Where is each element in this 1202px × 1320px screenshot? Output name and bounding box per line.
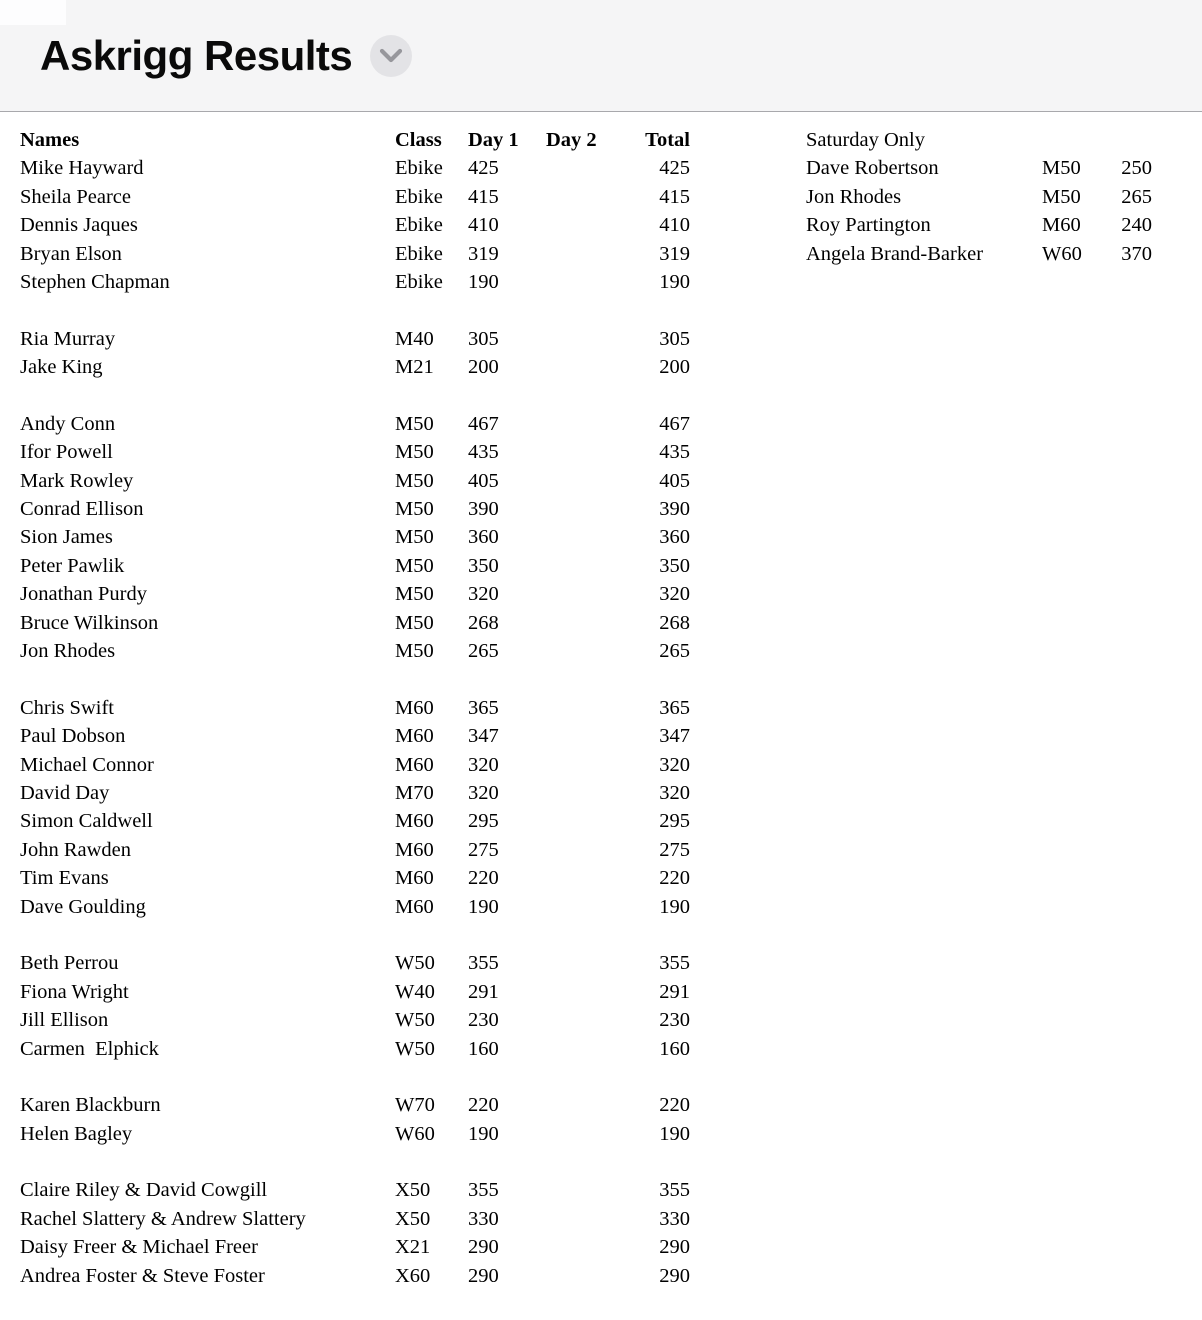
table-row [20,722,690,750]
saturday-only-panel [806,126,1152,268]
spacer-row [20,921,690,949]
cell: 220 [468,867,499,890]
cell: Ebike [395,185,443,208]
cell: 360 [659,526,690,549]
cell: 320 [659,781,690,804]
cell [546,836,625,864]
cell: 390 [659,498,690,521]
cell: 291 [468,980,499,1003]
cell: Jon Rhodes [806,185,902,208]
cell: M50 [1042,185,1081,208]
cell: Jill Ellison [20,1009,109,1032]
table-row [20,240,690,268]
cell [546,609,625,637]
cell: 425 [468,157,499,180]
cell [546,467,625,495]
cell: Bryan Elson [20,242,122,265]
cell: 250 [1121,157,1152,180]
results-table-body [20,154,690,1290]
cell [546,580,625,608]
cell: W50 [395,952,435,975]
cell: 200 [468,356,499,379]
cell: M60 [395,696,434,719]
cell: Bruce Wilkinson [20,611,159,634]
table-row [20,183,690,211]
cell: 410 [659,214,690,237]
cell: 355 [468,952,499,975]
cell: 160 [659,1037,690,1060]
title-row [0,0,1202,111]
cell: Simon Caldwell [20,810,153,833]
cell [546,694,625,722]
cell [546,495,625,523]
cell: Claire Riley & David Cowgill [20,1179,268,1202]
cell: Andy Conn [20,412,116,435]
table-row [806,211,1152,239]
cell: M50 [395,611,434,634]
cell: W60 [395,1122,435,1145]
saturday-only-title: Saturday Only [806,129,925,151]
cell: Chris Swift [20,696,114,719]
cell: 305 [468,327,499,350]
cell [546,268,625,296]
cell: 291 [659,980,690,1003]
spreadsheet-area [0,113,1202,1320]
cell: Dennis Jaques [20,214,138,237]
table-row [20,1006,690,1034]
cell: 220 [468,1094,499,1117]
cell: Rachel Slattery & Andrew Slattery [20,1207,306,1230]
table-row [20,154,690,182]
cell: 190 [659,1122,690,1145]
column-header-day1: Day 1 [468,129,519,151]
cell: Angela Brand-Barker [806,242,984,265]
cell: X21 [395,1236,431,1259]
spacer-row [20,1063,690,1091]
cell: Ebike [395,157,443,180]
cell: Stephen Chapman [20,270,170,293]
cell: M50 [1042,157,1081,180]
cell: 330 [659,1207,690,1230]
cell: 160 [468,1037,499,1060]
cell: M60 [395,725,434,748]
cell: David Day [20,781,110,804]
cell: Mark Rowley [20,469,134,492]
cell: M50 [395,583,434,606]
cell [546,552,625,580]
table-row [806,183,1152,211]
saturday-only-body [806,154,1152,268]
cell [546,807,625,835]
table-row [20,893,690,921]
cell: M60 [395,895,434,918]
column-header-names: Names [20,129,80,151]
results-table [20,126,690,1290]
cell: M50 [395,469,434,492]
table-row [20,609,690,637]
cell: M50 [395,498,434,521]
table-row [20,751,690,779]
cell: 350 [468,554,499,577]
cell: Tim Evans [20,867,109,890]
table-row [20,1091,690,1119]
cell: 190 [659,895,690,918]
cell: 220 [659,1094,690,1117]
cell: 365 [659,696,690,719]
cell: 320 [468,753,499,776]
table-row [20,1233,690,1261]
cell: 220 [659,867,690,890]
cell: M70 [395,781,434,804]
cell: 190 [468,1122,499,1145]
cell [546,637,625,665]
cell: M60 [395,838,434,861]
cell [546,410,625,438]
cell [546,240,625,268]
cell: M40 [395,327,434,350]
cell: M60 [395,867,434,890]
cell: Dave Goulding [20,895,146,918]
cell: 240 [1121,214,1152,237]
cell: M50 [395,554,434,577]
results-table-header [20,126,690,154]
cell: 330 [468,1207,499,1230]
cell: 320 [468,583,499,606]
cell: Sion James [20,526,113,549]
spacer-row [20,1148,690,1176]
cell: Jonathan Purdy [20,583,147,606]
cell [546,751,625,779]
table-row [20,580,690,608]
cell: 415 [659,185,690,208]
table-row [20,864,690,892]
cell: M50 [395,441,434,464]
cell: 275 [468,838,499,861]
cell: W70 [395,1094,435,1117]
cell: 425 [659,157,690,180]
table-row [20,467,690,495]
cell: 265 [1121,185,1152,208]
cell: 305 [659,327,690,350]
chevron-down-icon [379,48,403,64]
cell: 350 [659,554,690,577]
cell: 435 [659,441,690,464]
page-title: Askrigg Results [40,31,353,79]
cell [546,864,625,892]
cell [546,1262,625,1290]
cell: Fiona Wright [20,980,129,1003]
cell: 295 [468,810,499,833]
cell: X50 [395,1179,431,1202]
table-row [20,268,690,296]
cell [546,438,625,466]
table-row [20,353,690,381]
cell: Peter Pawlik [20,554,125,577]
cell [546,1120,625,1148]
cell: 290 [659,1236,690,1259]
cell: M60 [395,753,434,776]
cell: 230 [468,1009,499,1032]
cell: 320 [659,583,690,606]
cell: M50 [395,526,434,549]
cell: 295 [659,810,690,833]
cell: 355 [468,1179,499,1202]
cell: 390 [468,498,499,521]
table-row [20,438,690,466]
cell [546,1176,625,1204]
cell: 370 [1121,242,1152,265]
cell: Daisy Freer & Michael Freer [20,1236,258,1259]
cell: Paul Dobson [20,725,126,748]
cell: Michael Connor [20,753,154,776]
table-row [20,807,690,835]
cell: 319 [468,242,499,265]
table-row [20,949,690,977]
cell: 405 [468,469,499,492]
cell: M60 [1042,214,1081,237]
cell: Carmen Elphick [20,1037,159,1060]
column-header-day2: Day 2 [546,129,597,151]
table-row [20,836,690,864]
table-row [20,1035,690,1063]
cell [546,325,625,353]
cell: 230 [659,1009,690,1032]
cell: Ebike [395,242,443,265]
cell: 275 [659,838,690,861]
cell [546,722,625,750]
table-row [20,1262,690,1290]
cell: Sheila Pearce [20,185,131,208]
cell: 268 [659,611,690,634]
cell: 265 [659,640,690,663]
cell: 360 [468,526,499,549]
cell [546,1006,625,1034]
cell: M60 [395,810,434,833]
spacer-row [20,296,690,324]
cell [546,1233,625,1261]
cell: 265 [468,640,499,663]
cell: 320 [468,781,499,804]
saturday-only-title-row [806,126,1152,154]
cell: 467 [468,412,499,435]
cell: 467 [659,412,690,435]
table-row [20,1205,690,1233]
cell: Ifor Powell [20,441,113,464]
table-row [20,1120,690,1148]
table-row [806,154,1152,182]
cell: 347 [468,725,499,748]
table-row [20,978,690,1006]
cell: 365 [468,696,499,719]
titlebar [0,0,1202,112]
cell: Jon Rhodes [20,640,116,663]
cell: M50 [395,412,434,435]
cell: M21 [395,356,434,379]
title-dropdown-button[interactable] [370,35,412,77]
cell: 405 [659,469,690,492]
cell [546,183,625,211]
cell: Andrea Foster & Steve Foster [20,1264,265,1287]
cell: John Rawden [20,838,132,861]
cell [546,1091,625,1119]
cell: Helen Bagley [20,1122,133,1145]
cell: Ebike [395,270,443,293]
cell: 355 [659,952,690,975]
cell: 290 [468,1236,499,1259]
cell: 190 [468,270,499,293]
cell: 347 [659,725,690,748]
cell [546,893,625,921]
cell: W50 [395,1037,435,1060]
cell [546,211,625,239]
table-row [20,694,690,722]
table-row [806,240,1152,268]
cell [546,949,625,977]
cell: 268 [468,611,499,634]
cell: Mike Hayward [20,157,144,180]
table-row [20,637,690,665]
table-row [20,552,690,580]
column-header-class: Class [395,129,442,151]
cell [546,523,625,551]
cell: 410 [468,214,499,237]
table-row [20,211,690,239]
cell: 415 [468,185,499,208]
cell: Ebike [395,214,443,237]
cell: W50 [395,1009,435,1032]
cell: Conrad Ellison [20,498,144,521]
cell: Roy Partington [806,214,931,237]
cell [546,353,625,381]
cell: 435 [468,441,499,464]
cell: Jake King [20,356,103,379]
cell: M50 [395,640,434,663]
cell: 320 [659,753,690,776]
spacer-row [20,382,690,410]
cell: Karen Blackburn [20,1094,161,1117]
table-row [20,325,690,353]
table-row [20,779,690,807]
corner-artifact [0,0,66,25]
cell: W40 [395,980,435,1003]
cell: X60 [395,1264,431,1287]
cell [546,1205,625,1233]
table-row [20,410,690,438]
spacer-row [20,665,690,693]
cell: 190 [659,270,690,293]
table-row [20,523,690,551]
table-row [20,495,690,523]
cell: W60 [1042,242,1082,265]
cell: Dave Robertson [806,157,939,180]
cell: X50 [395,1207,431,1230]
cell [546,154,625,182]
table-row [20,1176,690,1204]
cell [546,779,625,807]
cell: 319 [659,242,690,265]
cell: 290 [659,1264,690,1287]
cell: 200 [659,356,690,379]
cell: Beth Perrou [20,952,119,975]
cell: Ria Murray [20,327,116,350]
cell [546,1035,625,1063]
cell: 290 [468,1264,499,1287]
cell [546,978,625,1006]
cell: 190 [468,895,499,918]
column-header-total: Total [645,129,690,151]
cell: 355 [659,1179,690,1202]
